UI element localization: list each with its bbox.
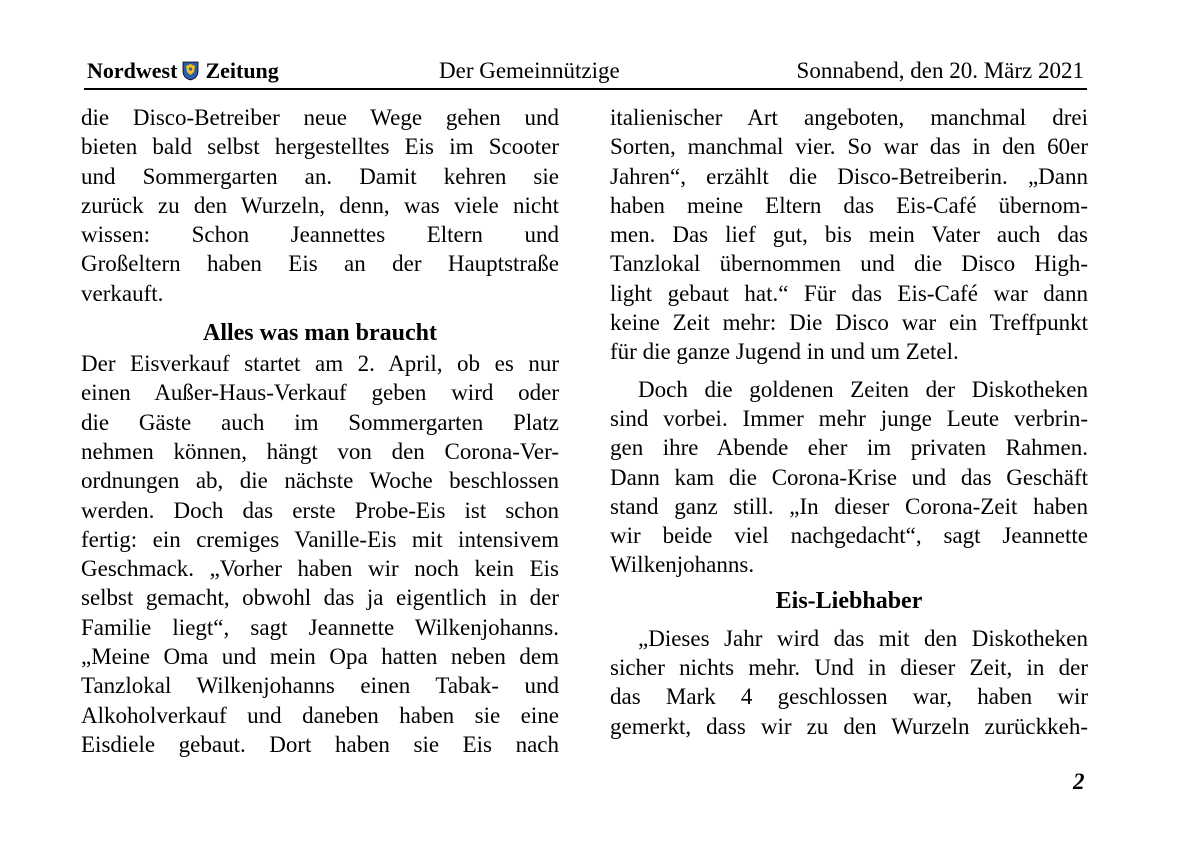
text-line: „Meine Oma und mein Opa hatten neben dem: [81, 644, 559, 670]
text-line: fertig: ein cremiges Vanille-Eis mit intensivem: [81, 526, 559, 552]
right-paragraph-1: [610, 103, 1088, 367]
right-paragraph-3: [610, 624, 1088, 741]
text-line: Der Eisverkauf startet am 2. April, ob es nur: [81, 351, 559, 377]
text-line: und Sommergarten an. Damit kehren sie: [81, 163, 559, 189]
text-line: die Gäste auch im Sommergarten Platz: [81, 409, 559, 435]
brand-name-part1: Nordwest: [87, 58, 178, 83]
text-line: Eisdiele gebaut. Dort haben sie Eis nach: [81, 731, 559, 757]
section-heading-eis-liebhaber: Eis-Liebhaber: [775, 587, 923, 614]
section-heading-alles: Alles was man braucht: [202, 320, 437, 347]
left-paragraph-1: [81, 103, 559, 308]
text-line: bieten bald selbst hergestelltes Eis im Scooter: [81, 134, 559, 160]
text-line: Tanzlokal übernommen und die Disco High-: [610, 251, 1088, 277]
text-line: zurück zu den Wurzeln, denn, was viele nicht: [81, 192, 559, 218]
newspaper-brand: [87, 58, 279, 84]
text-line: Tanzlokal Wilkenjohanns einen Tabak- und: [81, 673, 559, 699]
text-line: die Disco-Betreiber neue Wege gehen und: [81, 105, 559, 130]
page-number: 2: [1073, 769, 1085, 794]
text-line: Geschmack. „Vorher haben wir noch kein Eis: [81, 556, 559, 582]
issue-date: Sonnabend, den 20. März 2021: [796, 58, 1084, 83]
text-line: gemerkt, dass wir zu den Wurzeln zurückkeh-: [610, 713, 1088, 739]
text-line: Wilkenjohanns.: [610, 552, 755, 578]
left-paragraph-2: [81, 349, 559, 759]
text-line: sind vorbei. Immer mehr junge Leute verbrin-: [610, 405, 1088, 431]
text-line: Jahren“, erzählt die Disco-Betreiberin. „Dann: [610, 163, 1088, 189]
text-line: einen Außer-Haus-Verkauf geben wird oder: [81, 380, 559, 406]
text-line: gen ihre Abende eher im privaten Rahmen.: [610, 435, 1088, 461]
text-line: keine Zeit mehr: Die Disco war ein Treffpunkt: [610, 310, 1088, 336]
text-line: Alkoholverkauf und daneben haben sie eine: [81, 702, 559, 728]
right-column: [610, 103, 1088, 741]
publication-title: Der Gemeinnützige: [439, 58, 620, 83]
coat-of-arms-icon: [182, 61, 199, 81]
left-column: [81, 103, 559, 759]
text-line: selbst gemacht, obwohl das ja eigentlich in der: [81, 585, 559, 611]
text-line: haben meine Eltern das Eis-Café übernom-: [610, 192, 1088, 218]
text-line: Familie liegt“, sagt Jeannette Wilkenjohanns.: [81, 614, 559, 640]
text-line: Sorten, manchmal vier. So war das in den 60er: [610, 134, 1088, 160]
text-line: italienischer Art angeboten, manchmal drei: [610, 105, 1088, 130]
text-line: sicher nichts mehr. Und in dieser Zeit, in der: [610, 655, 1088, 681]
text-line: ordnungen ab, die nächste Woche beschlossen: [81, 468, 559, 494]
text-line: für die ganze Jugend in und um Zetel.: [610, 339, 959, 365]
text-line: Dann kam die Corona-Krise und das Geschäft: [610, 464, 1088, 490]
text-line: verkauft.: [81, 280, 164, 306]
text-line: nehmen können, hängt von den Corona-Ver-: [81, 438, 559, 464]
text-line: wir beide viel nachgedacht“, sagt Jeannette: [610, 523, 1088, 549]
text-line: wissen: Schon Jeannettes Eltern und: [81, 222, 559, 248]
text-line: „Dieses Jahr wird das mit den Diskotheken: [638, 625, 1088, 651]
text-line: light gebaut hat.“ Für das Eis-Café war dann: [610, 280, 1088, 306]
text-line: men. Das lief gut, bis mein Vater auch das: [610, 222, 1088, 248]
brand-name-part2: Zeitung: [205, 58, 279, 83]
text-line: das Mark 4 geschlossen war, haben wir: [610, 684, 1088, 710]
text-line: stand ganz still. „In dieser Corona-Zeit haben: [610, 493, 1088, 519]
page-header: [84, 58, 1087, 90]
paragraph-gap: [610, 367, 1088, 375]
right-paragraph-2: [610, 375, 1088, 580]
text-line: werden. Doch das erste Probe-Eis ist schon: [81, 497, 559, 523]
text-line: Doch die goldenen Zeiten der Diskotheken: [638, 376, 1088, 402]
text-line: Großeltern haben Eis an der Hauptstraße: [81, 251, 559, 277]
